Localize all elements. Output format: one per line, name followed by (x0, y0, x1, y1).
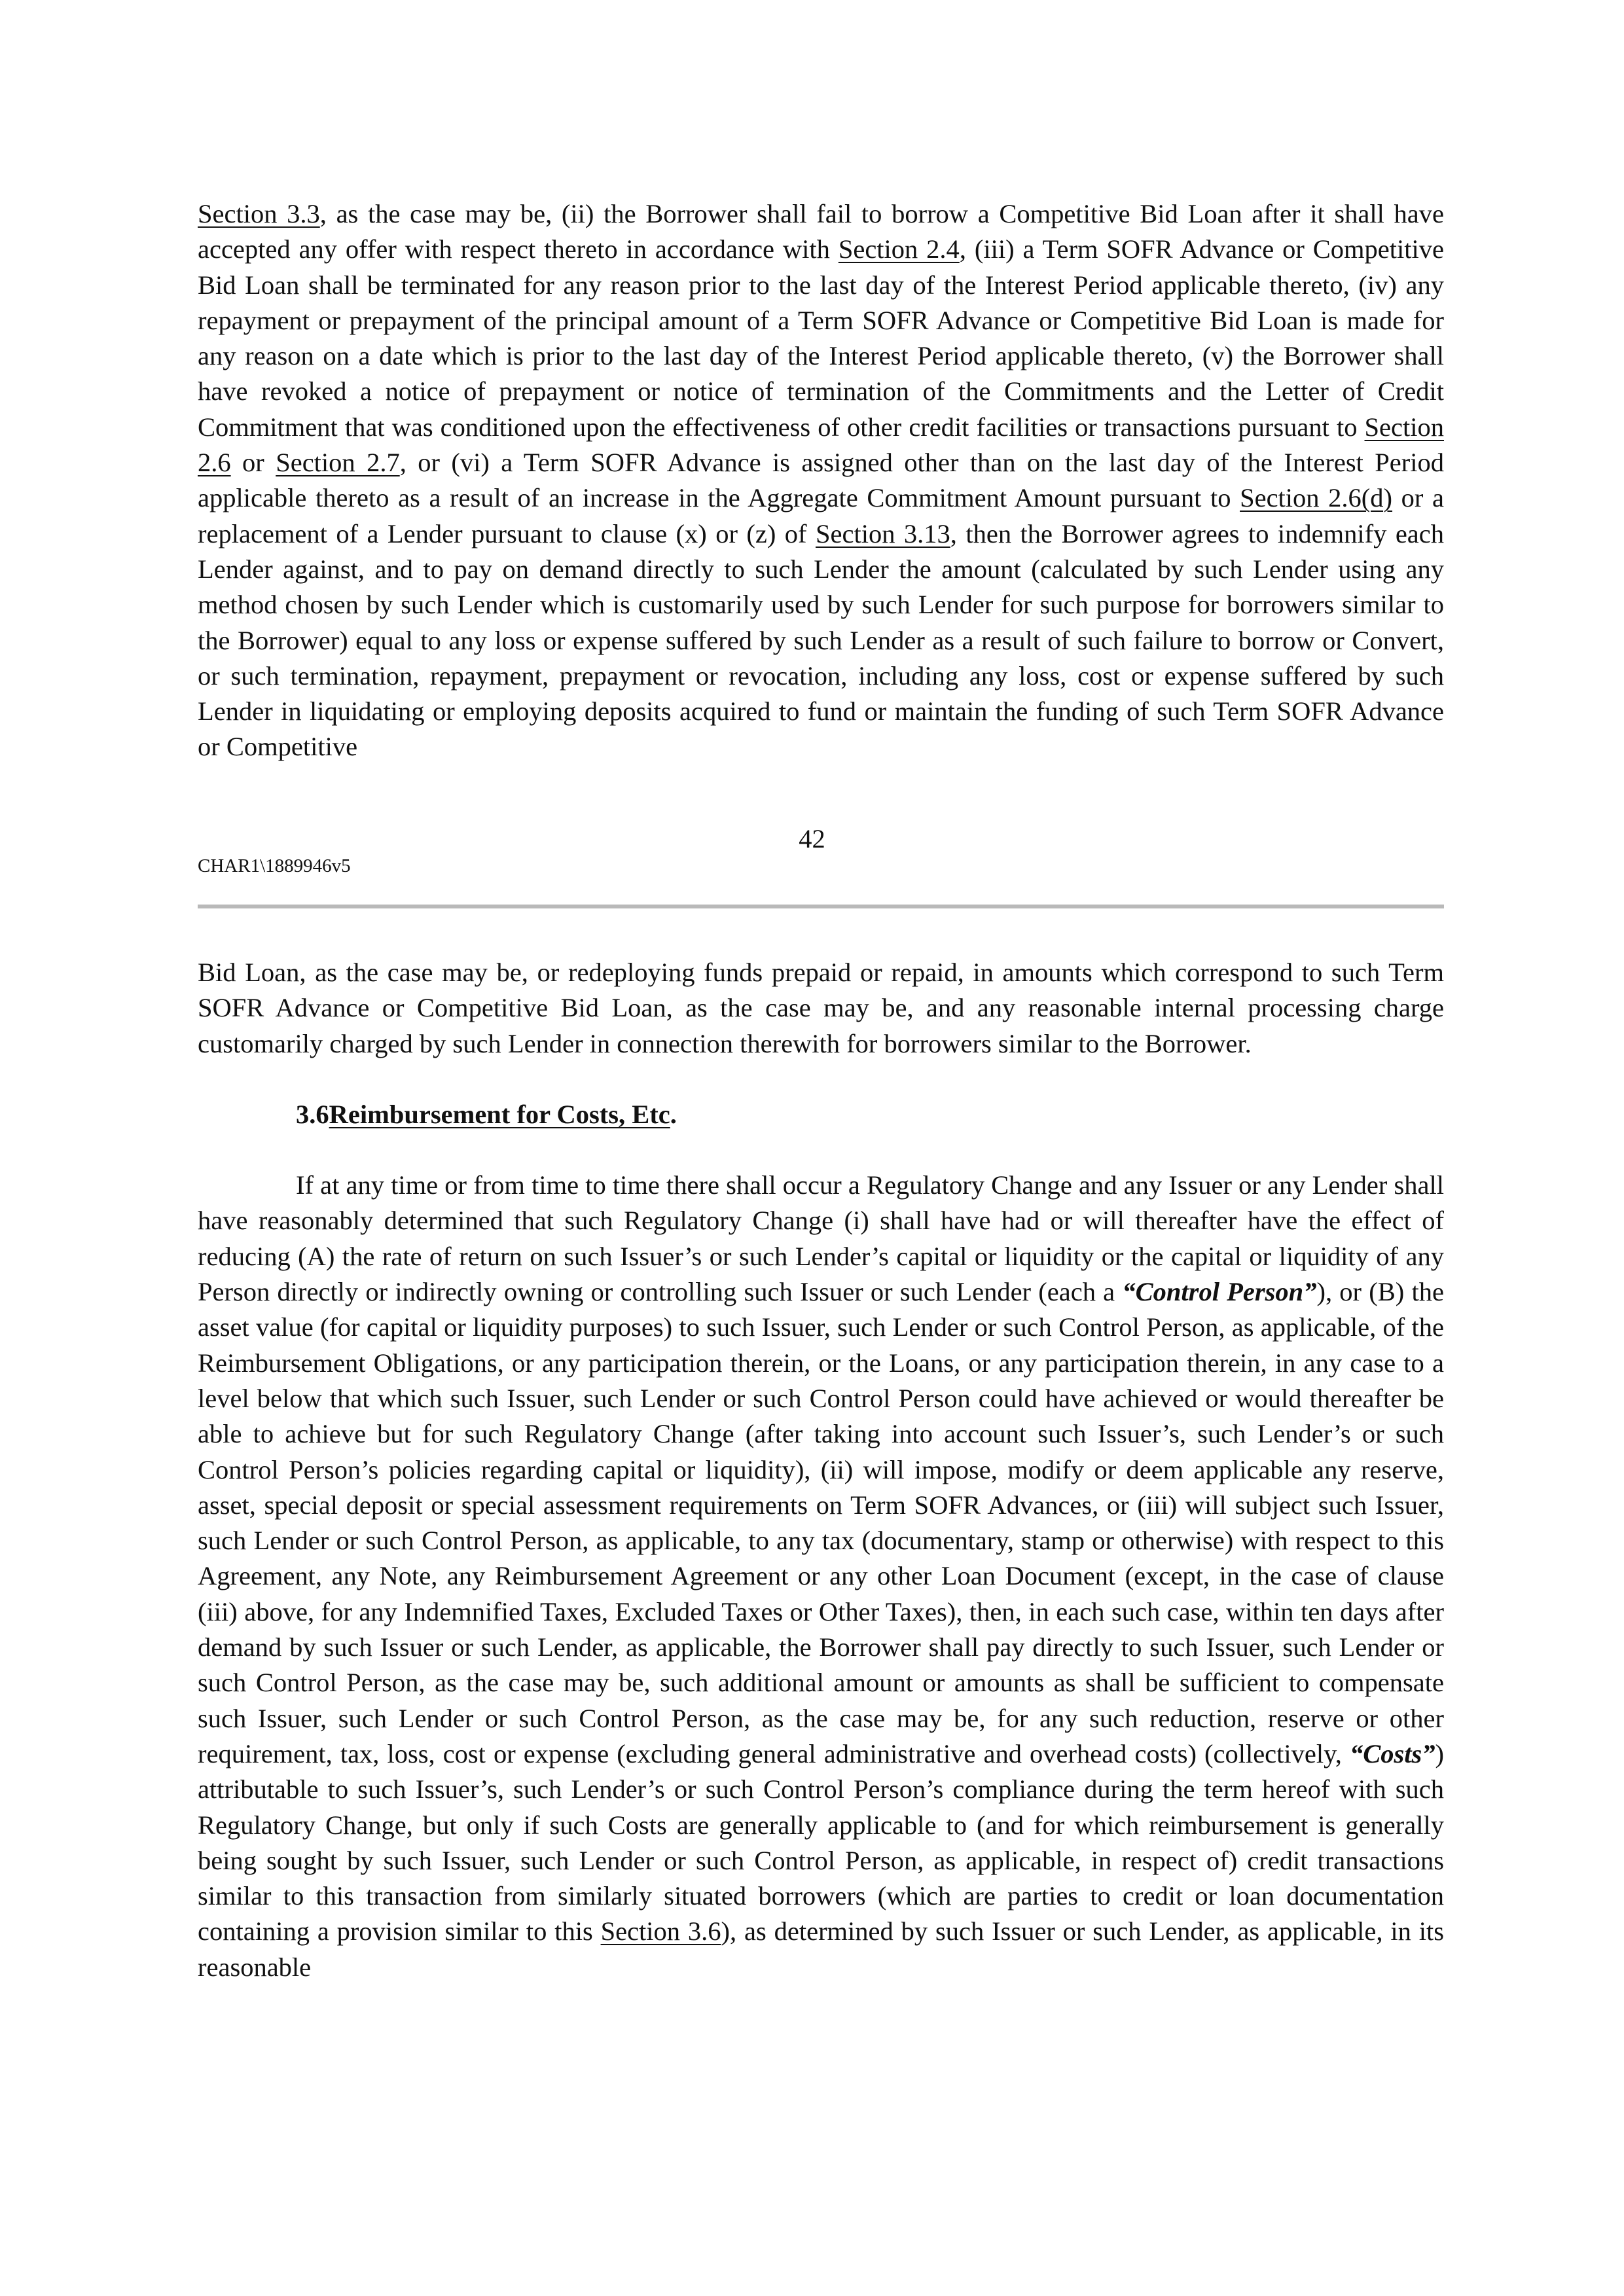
bid-loan-continuation-paragraph: Bid Loan, as the case may be, or redeploying funds prepaid or repaid, in amounts which correspond to such Term SOFR Advance or Competitive Bid Loan, as the case may be, and any reasonable internal processing charge customarily charged by such Lender in connection therewith for borrowers similar to the Borrower. (198, 958, 1444, 1058)
body-text: ), or (B) the asset value (for capital or liquidity purposes) to such Issuer, such Lender or such Control Person, as applicable, of the Reimbursement Obligations, or any participation therein, or the Loans, or any participation therein, in any case to a level below that which such Issuer, such Lender or such Control Person could have achieved or would thereafter be able to achieve but for such Regulatory Change (after taking into account such Issuer’s, such Lender’s or such Control Person’s policies regarding capital or liquidity), (ii) will impose, modify or deem applicable any reserve, asset, special deposit or special assessment requirements on Term SOFR Advances, or (iii) will subject such Issuer, such Lender or such Control Person, as applicable, to any tax (documentary, stamp or otherwise) with respect to this Agreement, any Note, any Reimbursement Agreement or any other Loan Document (except, in the case of clause (iii) above, for any Indemnified Taxes, Excluded Taxes or Other Taxes), then, in each such case, within ten days after demand by such Issuer or such Lender, as applicable, the Borrower shall pay directly to such Issuer, such Lender or such Control Person, as the case may be, such additional amount or amounts as shall be sufficient to compensate such Issuer, such Lender or such Control Person, as the case may be, for any such reduction, reserve or other requirement, tax, loss, cost or expense (excluding general administrative and overhead costs) (collectively, (198, 1277, 1444, 1768)
body-text: , or (vi) a Term SOFR Advance is assigned other than on the last day of the Interest Period applicable thereto as a result of an increase in the Aggregate Commitment Amount pursuant to (198, 448, 1444, 513)
body-text: ) attributable to such Issuer’s, such Lender’s or such Control Person’s compliance during the term hereof with such Regulatory Change, but only if such Costs are generally applicable to (and for which reimbursement is generally being sought by such Issuer, such Lender or such Control Person, as applicable, in respect of) credit transactions similar to this transaction from similarly situated borrowers (which are parties to credit or loan documentation containing a provision similar to this (198, 1738, 1444, 1946)
page-number: 42 (799, 824, 825, 853)
section-reference-link[interactable]: Section 2.4 (838, 234, 960, 264)
page-break-divider (198, 905, 1444, 908)
section-reference-link[interactable]: Section 2.6 (198, 412, 1444, 478)
page-43-body (198, 955, 1444, 1985)
body-text: or a replacement of a Lender pursuant to clause (x) or (z) of (198, 483, 1444, 548)
document-id-footer: CHAR1\1889946v5 (198, 855, 351, 876)
defined-term: “Costs” (1349, 1738, 1435, 1768)
body-text: , (iii) a Term SOFR Advance or Competitive Bid Loan shall be terminated for any reason prior to the last day of the Interest Period applicable thereto, (iv) any repayment or prepayment of the principal amount of a Term SOFR Advance or Competitive Bid Loan is made for any reason on a date which is prior to the last day of the Interest Period applicable thereto, (v) the Borrower shall have revoked a notice of prepayment or notice of termination of the Commitments and the Letter of Credit Commitment that was conditioned upon the effectiveness of other credit facilities or transactions pursuant to (198, 234, 1444, 442)
section-number: 3.6 (296, 1099, 329, 1129)
section-title-period: . (670, 1099, 677, 1129)
section-heading (198, 1097, 1444, 1132)
section-reference-link[interactable]: Section 2.7 (276, 448, 400, 478)
indemnity-paragraph-continuation (198, 196, 1444, 765)
section-reference-link[interactable]: Section 3.13 (815, 518, 950, 548)
section-title: Reimbursement for Costs, Etc (329, 1099, 670, 1129)
body-text: If at any time or from time to time there shall occur a Regulatory Change and any Issuer or any Lender shall have reasonably determined that such Regulatory Change (i) shall have had or will thereafter have the effect of reducing (A) the rate of return on such Issuer’s or such Lender’s capital or liquidity or the capital or liquidity of any Person directly or indirectly owning or controlling such Issuer or such Lender (each a (198, 1170, 1444, 1307)
body-text: , as the case may be, (ii) the Borrower shall fail to borrow a Competitive Bid Loan after it shall have accepted any offer with respect thereto in accordance with (198, 199, 1444, 264)
body-text: ), as determined by such Issuer or such Lender, as applicable, in its reasonable (198, 1916, 1445, 1982)
body-text: or (230, 448, 276, 478)
defined-term: “Control Person” (1122, 1277, 1317, 1307)
section-reference-link[interactable]: Section 3.6 (600, 1916, 721, 1946)
section-reference-link[interactable]: Section 3.3 (198, 199, 320, 228)
section-reference-link[interactable]: Section 2.6(d) (1240, 483, 1393, 513)
page-42-body (198, 196, 1444, 765)
reimbursement-section-body (198, 1168, 1444, 1985)
body-text: , then the Borrower agrees to indemnify each Lender against, and to pay on demand directly to such Lender the amount (calculated by such Lender using any method chosen by such Lender which is customarily used by such Lender for such purpose for borrowers similar to the Borrower) equal to any loss or expense suffered by such Lender as a result of such failure to borrow or Convert, or such termination, repayment, prepayment or revocation, including any loss, cost or expense suffered by such Lender in liquidating or employing deposits acquired to fund or maintain the funding of such Term SOFR Advance or Competitive (198, 518, 1445, 762)
